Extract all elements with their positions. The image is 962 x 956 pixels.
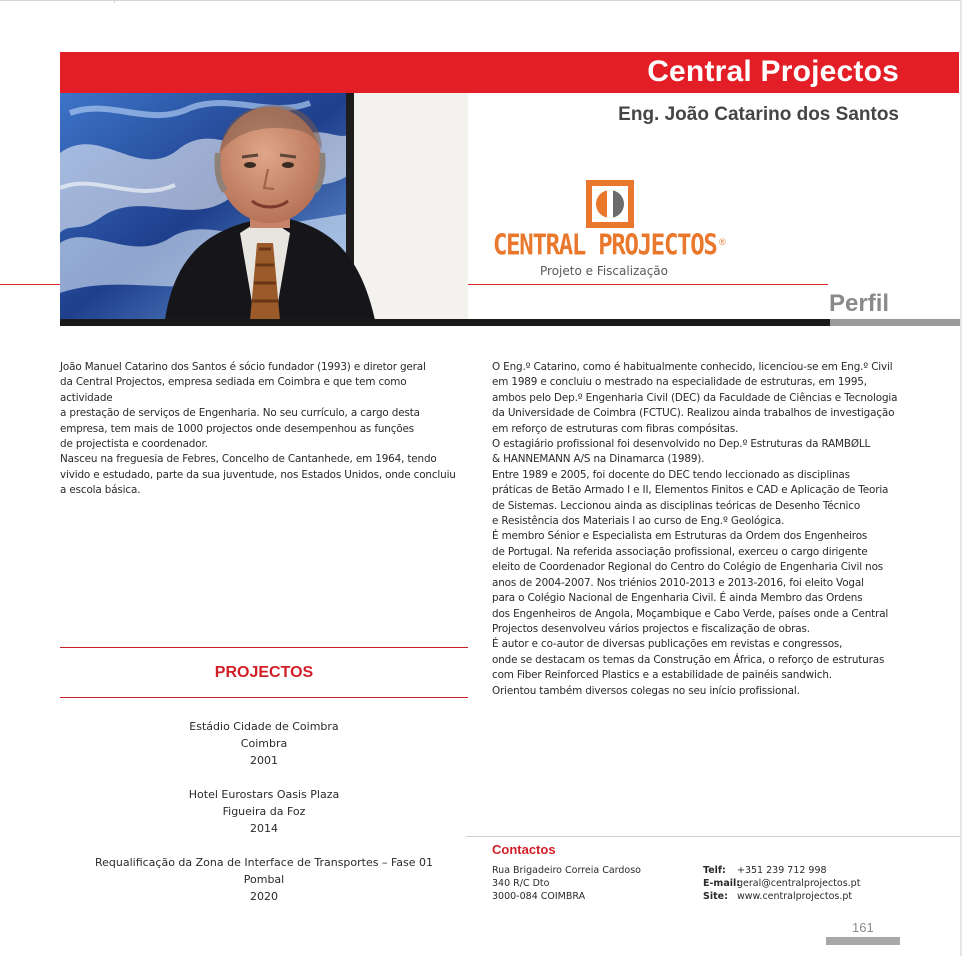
registered-mark: ®	[719, 237, 726, 247]
site-label: Site:	[703, 891, 728, 902]
company-logo	[490, 180, 735, 280]
project-item	[60, 786, 468, 837]
person-name: Eng. João Catarino dos Santos	[618, 104, 899, 125]
email-link[interactable]: geral@centralprojectos.pt	[737, 878, 861, 889]
logo-tagline: Projeto e Fiscalização	[540, 264, 668, 278]
page-number: 161	[852, 920, 874, 935]
portrait-illustration	[60, 93, 468, 320]
project-item	[60, 854, 468, 905]
projects-rule-bottom	[60, 697, 468, 698]
site-link[interactable]: www.centralprojectos.pt	[737, 891, 853, 902]
project-year: 2001	[250, 754, 278, 767]
company-title: Central Projectos	[647, 55, 899, 88]
project-name: Requalificação da Zona de Interface de Transportes – Fase 01	[94, 856, 434, 869]
address-line: 3000-084 COIMBRA	[492, 891, 586, 902]
project-name: Hotel Eurostars Oasis Plaza	[188, 788, 340, 801]
contacts-rule	[466, 836, 960, 837]
tel-label: Telf:	[703, 865, 726, 876]
address-block	[492, 864, 641, 903]
project-place: Coimbra	[240, 737, 288, 750]
page-number-bar	[826, 937, 900, 945]
project-item	[60, 718, 468, 769]
top-divider	[0, 0, 962, 1]
project-year: 2020	[250, 890, 278, 903]
email-label: E-mail:	[703, 878, 741, 889]
projects-rule-top	[60, 647, 468, 648]
logo-wordmark: CENTRAL PROJECTOS	[493, 228, 717, 262]
bio-left-column: João Manuel Catarino dos Santos é sócio fundador (1993) e diretor geral da Central Projectos, empresa sediada em Coimbra e que tem como actividade a prestação de serviços de Engenharia. No seu currículo, a cargo desta empresa, tem mais de 1000 projectos onde desempenhou as funções de projectista e coordenador. Nasceu na freguesia de Febres, Concelho de Cantanhede, em 1964, tendo vivido e estudado, parte da sua juventude, nos Estados Unidos, onde concluiu a escola básica.	[60, 361, 456, 497]
section-band-accent	[830, 319, 960, 326]
accent-rule	[0, 284, 60, 285]
contact-details	[703, 864, 860, 903]
address-line: Rua Brigadeiro Correia Cardoso	[492, 865, 641, 876]
section-title-perfil: Perfil	[829, 290, 890, 317]
tel-value[interactable]: +351 239 712 998	[737, 865, 827, 876]
crop-mark	[114, 0, 115, 3]
projects-list	[60, 718, 468, 922]
project-year: 2014	[250, 822, 278, 835]
contacts-heading: Contactos	[492, 842, 556, 857]
section-band	[60, 319, 830, 326]
project-place: Pombal	[243, 873, 285, 886]
portrait-photo	[60, 93, 468, 320]
projects-heading: PROJECTOS	[214, 664, 314, 681]
project-name: Estádio Cidade de Coimbra	[189, 720, 339, 733]
bio-right-column: O Eng.º Catarino, como é habitualmente conhecido, licenciou-se em Eng.º Civil em 1989 e concluiu o mestrado na especialidade de estruturas, em 1995, ambos pelo Dep.º Engenharia Civil (DEC) da Faculdade de Ciências e Tecnologia da Universidade de Coimbra (FCTUC). Realizou ainda trabalhos de investigação em reforço de estruturas com fibras compósitas. O estagiário profissional foi desenvolvido no Dep.º Estruturas da RAMBØLL & HANNEMANN A/S na Dinamarca (1989). Entre 1989 e 2005, foi docente do DEC tendo leccionado as disciplinas práticas de Betão Armado I e II, Elementos Finitos e CAD e Aplicação de Teoria de Sistemas. Leccionou ainda as disciplinas teóricas de Desenho Técnico e Resistência dos Materiais I ao curso de Eng.º Geológica. É membro Sénior e Especialista em Estruturas da Ordem dos Engenheiros de Portugal. Na referida associação profissional, exerceu o cargo dirigente eleito de Coordenador Regional do Centro do Colégio de Engenharia Civil nos anos de 2004-2007. Nos triénios 2010-2013 e 2013-2016, foi eleito Vogal para o Colégio Nacional de Engenharia Civil. É ainda Membro das Ordens dos Engenheiros de Angola, Moçambique e Cabo Verde, países onde a Central Projectos desenvolveu vários projectos e fiscalização de obras. É autor e co-autor de diversas publicações em revistas e congressos, onde se destacam os temas da Construção em África, o reforço de estruturas com Fiber Reinforced Plastics e a estabilidade de painéis sandwich. Orientou também diversos colegas no seu início profissional.	[492, 361, 898, 697]
project-place: Figueira da Foz	[222, 805, 306, 818]
address-line: 340 R/C Dto	[492, 878, 550, 889]
accent-rule	[468, 284, 828, 285]
